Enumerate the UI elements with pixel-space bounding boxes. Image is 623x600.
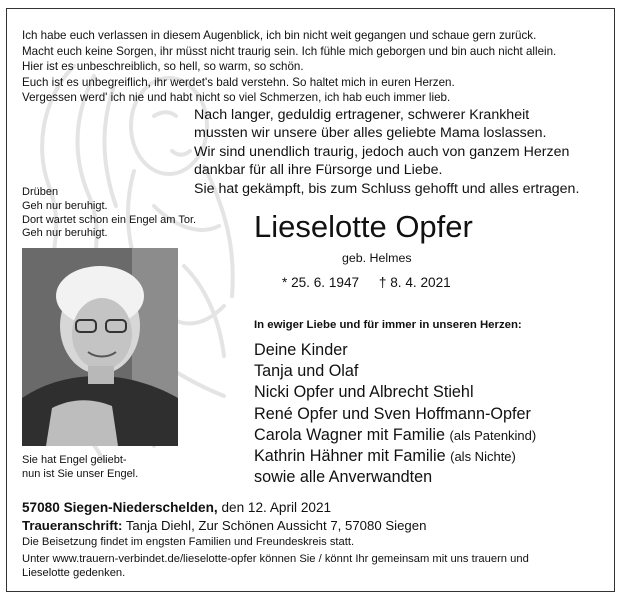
burial-note: Die Beisetzung findet im engsten Familien und Freundeskreis statt. bbox=[22, 536, 355, 548]
intro-line: dankbar für all ihre Fürsorge und Liebe. bbox=[194, 162, 443, 179]
maiden-name: geb. Helmes bbox=[342, 251, 412, 265]
online-line: Unter www.trauern-verbindet.de/lieselotte-opfer können Sie / könnt Ihr gemeinsam mit uns trauern und bbox=[22, 553, 529, 565]
poem-line: Ich habe euch verlassen in diesem Augenblick, ich bin nicht weit gegangen und schaue gern zurück. bbox=[22, 29, 537, 42]
portrait-photo bbox=[22, 248, 178, 446]
mourner-name: René Opfer und Sven Hoffmann-Opfer bbox=[254, 404, 531, 423]
verse-line: Dort wartet schon ein Engel am Tor. bbox=[22, 213, 197, 226]
intro-line: Wir sind unendlich traurig, jedoch auch von ganzem Herzen bbox=[194, 143, 570, 160]
notice-date: den 12. April 2021 bbox=[217, 500, 332, 515]
verse-line: Drüben bbox=[22, 186, 59, 198]
poem bbox=[22, 28, 612, 106]
life-dates bbox=[282, 274, 451, 291]
deceased-name: Lieselotte Opfer bbox=[254, 209, 473, 244]
mourners-list bbox=[254, 340, 536, 488]
death-date: † 8. 4. 2021 bbox=[378, 275, 451, 290]
poem-line: Euch ist es unbegreiflich, ihr werdet's bald verstehn. So haltet mich in euren Herzen. bbox=[22, 75, 455, 89]
place: 57080 Siegen-Niederschelden, bbox=[22, 500, 218, 515]
address-value: Tanja Diehl, Zur Schönen Aussicht 7, 57080 Siegen bbox=[122, 518, 427, 533]
address-label: Traueranschrift: bbox=[22, 518, 123, 533]
mourner-line bbox=[254, 467, 536, 488]
intro-text bbox=[194, 106, 614, 198]
verse-line: Geh nur beruhigt. bbox=[22, 199, 108, 212]
place-and-date bbox=[22, 499, 331, 516]
verse-line: Geh nur beruhigt. bbox=[22, 227, 108, 240]
mourner-name: Deine Kinder bbox=[254, 341, 348, 359]
online-line: Lieselotte gedenken. bbox=[22, 567, 126, 580]
mourner-line bbox=[254, 446, 536, 467]
mourner-name: Nicki Opfer und Albrecht Stiehl bbox=[254, 383, 474, 402]
verse bbox=[22, 186, 222, 241]
mourner-note: (als Patenkind) bbox=[449, 427, 537, 443]
poem-line: Macht euch keine Sorgen, ihr müsst nicht traurig sein. Ich fühle mich geborgen und bin auch nicht allein. bbox=[22, 44, 557, 58]
mourner-name: sowie alle Anverwandten bbox=[254, 468, 433, 487]
mourner-line bbox=[254, 382, 536, 403]
mourner-name: Kathrin Hähner mit Familie bbox=[254, 447, 446, 466]
birth-date: * 25. 6. 1947 bbox=[282, 275, 360, 290]
mourner-line bbox=[254, 425, 536, 446]
online-condolence bbox=[22, 552, 612, 581]
mourner-line bbox=[254, 404, 536, 425]
mourner-name: Carola Wagner mit Familie bbox=[254, 425, 446, 444]
caption-line: Sie hat Engel geliebt- bbox=[22, 454, 127, 466]
intro-line: Nach langer, geduldig ertragener, schwerer Krankheit bbox=[194, 107, 530, 123]
poem-line: Hier ist es unbeschreiblich, so hell, so warm, so schön. bbox=[22, 60, 304, 74]
photo-caption bbox=[22, 454, 222, 482]
mourner-line bbox=[254, 340, 536, 361]
intro-line: mussten wir unsere über alles geliebte Mama loslassen. bbox=[194, 125, 547, 142]
mourner-note: (als Nichte) bbox=[450, 449, 516, 465]
mourner-name: Tanja und Olaf bbox=[254, 362, 359, 381]
intro-line: Sie hat gekämpft, bis zum Schluss gehofft und alles ertragen. bbox=[194, 180, 580, 197]
caption-line: nun ist Sie unser Engel. bbox=[22, 467, 139, 480]
mourner-line bbox=[254, 361, 536, 382]
mourners-heading: In ewiger Liebe und für immer in unseren Herzen: bbox=[254, 319, 522, 331]
mourning-address bbox=[22, 517, 426, 534]
poem-line: Vergessen werd' ich nie und habt nicht so viel Schmerzen, ich hab euch immer lieb. bbox=[22, 91, 451, 105]
